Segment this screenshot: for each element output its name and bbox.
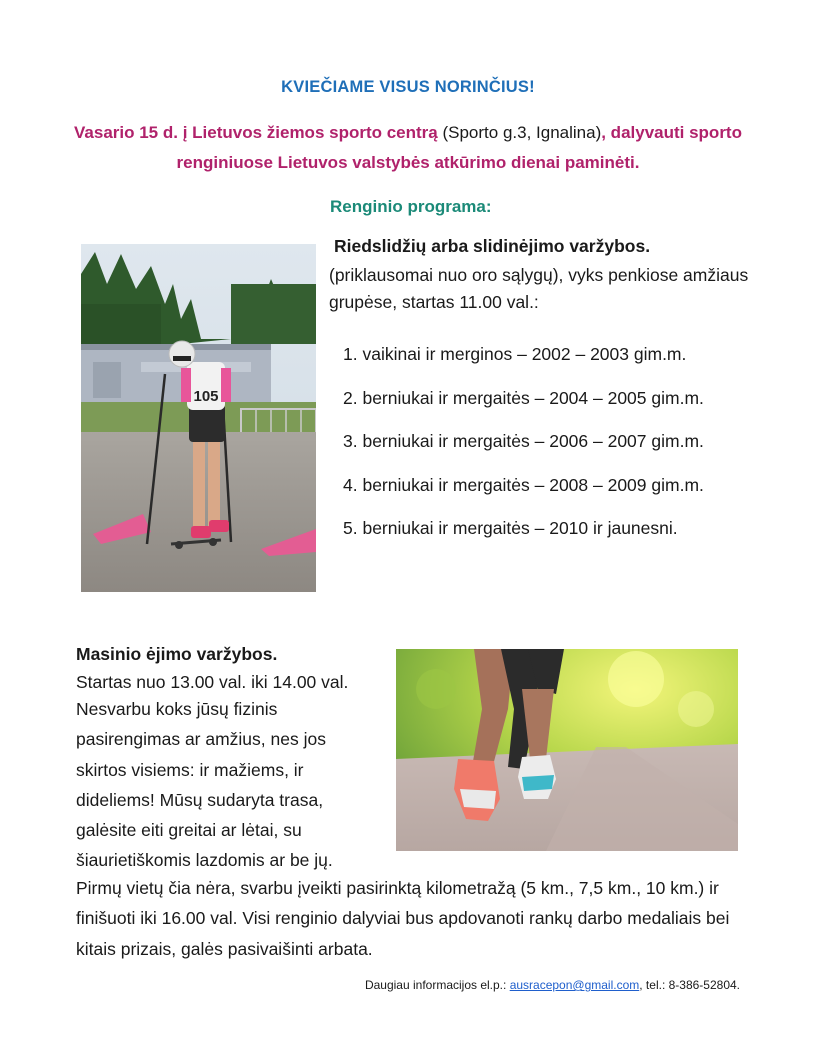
walking-race-description: Nesvarbu koks jūsų fizinis pasirengimas ar amžius, nes jos skirtos visiems: ir mažiems, ir dideliems! Mūsų sudaryta trasa, galėsite eiti greitai ar lėtai, su šiaurietiškomis lazdomis ar be jų.: [76, 699, 333, 871]
invite-purpose: , dalyvauti sporto renginiuose Lietuvos valstybės atkūrimo dienai paminėti.: [176, 123, 742, 172]
age-group-item: 5. berniukai ir mergaitės – 2010 ir jaunesni.: [343, 518, 678, 538]
contact-prefix: Daugiau informacijos el.p.:: [364, 978, 510, 992]
age-group-item: 3. berniukai ir mergaitės – 2006 – 2007 gim.m.: [343, 431, 704, 451]
roller-ski-photo: [81, 244, 316, 592]
bib-number: 105: [193, 388, 219, 405]
walking-photo: [396, 649, 738, 851]
event-invitation: [60, 118, 756, 178]
age-groups-list: [343, 340, 704, 558]
walking-race-details: Pirmų vietų čia nėra, svarbu įveikti pasirinktą kilometražą (5 km., 7,5 km., 10 km.) ir finišuoti iki 16.00 val. Visi renginio dalyviai bus apdovanoti rankų darbo medaliais bei kitais prizais, galės pasivaišinti arbata.: [76, 878, 730, 959]
age-group-item: 4. berniukai ir mergaitės – 2008 – 2009 gim.m.: [343, 474, 704, 495]
walking-race-start-time: Startas nuo 13.00 val. iki 14.00 val.: [76, 672, 349, 692]
age-group-item: 2. berniukai ir mergaitės – 2004 – 2005 gim.m.: [343, 387, 704, 408]
contact-phone: , tel.: 8-386-52804.: [639, 978, 740, 992]
age-group-item: 1. vaikinai ir merginos – 2002 – 2003 gim.m.: [343, 344, 687, 364]
invite-address: (Sporto g.3, Ignalina): [437, 123, 602, 142]
walking-race-title: Masinio ėjimo varžybos.: [76, 644, 278, 664]
invitation-heading: KVIEČIAME VISUS NORINČIUS!: [281, 78, 535, 96]
ski-race-title: Riedslidžių arba slidinėjimo varžybos.: [334, 236, 651, 256]
contact-email-link[interactable]: ausracepon@gmail.com: [509, 978, 640, 992]
contact-footer: [0, 978, 740, 992]
invite-date-place: Vasario 15 d. į Lietuvos žiemos sporto centrą: [74, 123, 438, 142]
ski-race-description: (priklausomai nuo oro sąlygų), vyks penkiose amžiaus grupėse, startas 11.00 val.:: [329, 265, 749, 312]
program-title: Renginio programa:: [330, 197, 492, 216]
